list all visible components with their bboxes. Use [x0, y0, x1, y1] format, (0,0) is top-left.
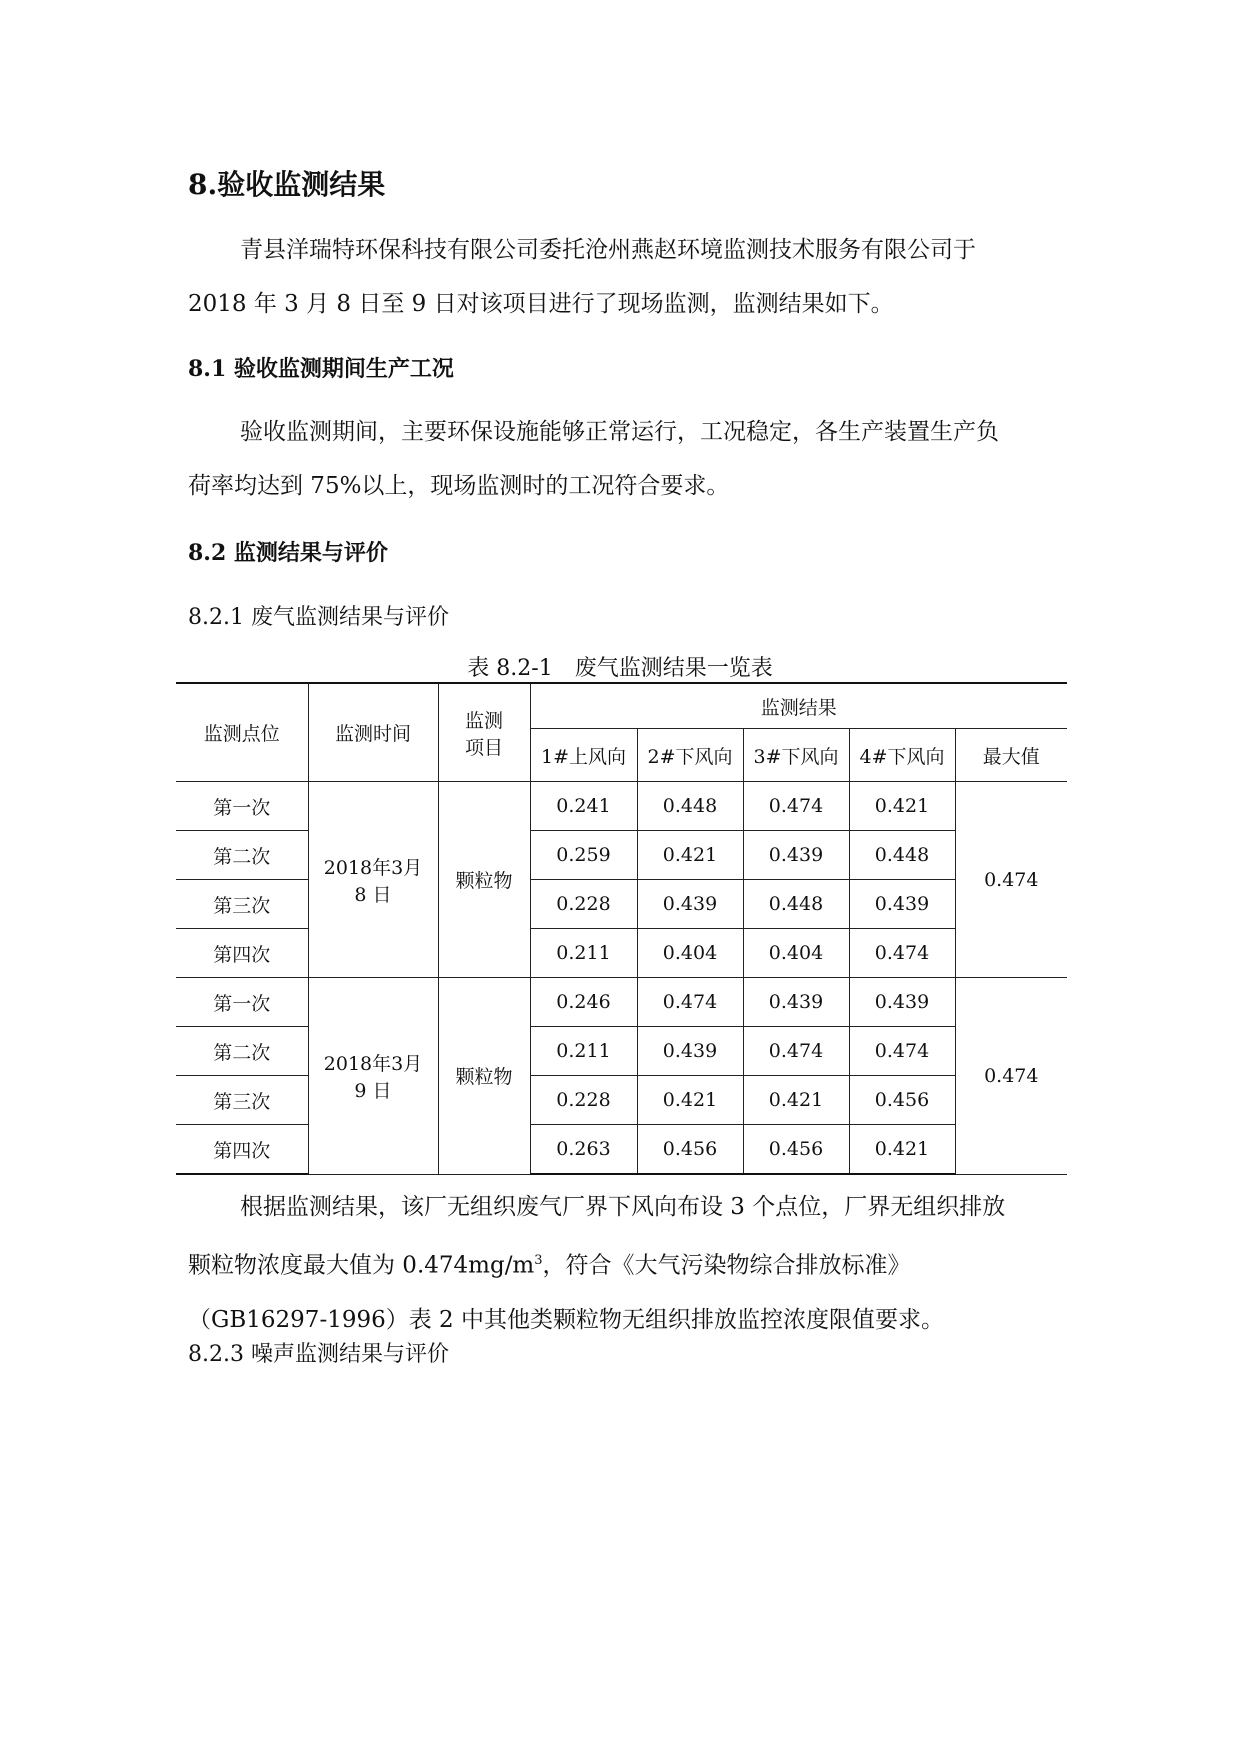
max-cell: 0.474	[955, 978, 1067, 1175]
value-cell: 0.439	[637, 880, 743, 929]
date-cell	[308, 782, 438, 978]
header-item	[438, 683, 530, 782]
value-cell: 0.404	[743, 929, 849, 978]
value-cell: 0.456	[849, 1076, 955, 1125]
item-cell: 颗粒物	[438, 782, 530, 978]
value-cell: 0.421	[849, 1125, 955, 1175]
value-cell: 0.421	[743, 1076, 849, 1125]
value-cell: 0.448	[743, 880, 849, 929]
section-title: 8.验收监测结果	[188, 168, 386, 201]
row-label: 第四次	[176, 929, 308, 978]
production-paragraph	[188, 405, 1056, 513]
conclusion-line-1: 根据监测结果，该厂无组织废气厂界下风向布设 3 个点位，厂界无组织排放	[240, 1194, 1006, 1220]
date-line-2: 8 日	[354, 883, 392, 906]
conclusion-line-2a: 颗粒物浓度最大值为 0.474mg/m	[188, 1252, 535, 1279]
row-label: 第三次	[176, 880, 308, 929]
value-cell: 0.211	[530, 1027, 637, 1076]
unit-superscript: 3	[534, 1253, 543, 1268]
value-cell: 0.439	[849, 880, 955, 929]
max-cell: 0.474	[955, 782, 1067, 978]
header-item-line-1: 监测	[464, 709, 503, 732]
header-col-4: 4#下风向	[849, 729, 955, 782]
value-cell: 0.421	[637, 831, 743, 880]
header-col-max: 最大值	[955, 729, 1067, 782]
header-time: 监测时间	[308, 683, 438, 782]
value-cell: 0.474	[849, 929, 955, 978]
header-item-line-2: 项目	[464, 736, 503, 759]
value-cell: 0.241	[530, 782, 637, 831]
section-8-2-title: 8.2 监测结果与评价	[188, 540, 388, 566]
header-col-2: 2#下风向	[637, 729, 743, 782]
header-results: 监测结果	[530, 683, 1067, 729]
value-cell: 0.439	[743, 978, 849, 1027]
intro-line-1: 青县洋瑞特环保科技有限公司委托沧州燕赵环境监测技术服务有限公司于	[240, 237, 976, 263]
row-label: 第二次	[176, 1027, 308, 1076]
value-cell: 0.421	[637, 1076, 743, 1125]
row-label: 第四次	[176, 1125, 308, 1175]
production-line-2: 荷率均达到 75%以上，现场监测时的工况符合要求。	[188, 473, 730, 499]
value-cell: 0.474	[743, 1027, 849, 1076]
date-line-1: 2018年3月	[323, 1052, 423, 1075]
conclusion-line-2b: ，符合《大气污染物综合排放标准》	[542, 1252, 911, 1279]
value-cell: 0.456	[637, 1125, 743, 1175]
intro-line-2: 2018 年 3 月 8 日至 9 日对该项目进行了现场监测，监测结果如下。	[188, 291, 894, 317]
conclusion-line-2	[136, 1234, 911, 1293]
value-cell: 0.259	[530, 831, 637, 880]
section-8-2-1-title: 8.2.1 废气监测结果与评价	[188, 605, 449, 630]
value-cell: 0.439	[743, 831, 849, 880]
date-cell	[308, 978, 438, 1175]
value-cell: 0.228	[530, 880, 637, 929]
row-label: 第一次	[176, 978, 308, 1027]
row-label: 第二次	[176, 831, 308, 880]
value-cell: 0.474	[637, 978, 743, 1027]
date-line-2: 9 日	[354, 1079, 392, 1102]
value-cell: 0.448	[849, 831, 955, 880]
section-8-2-3-title: 8.2.3 噪声监测结果与评价	[188, 1342, 449, 1367]
intro-paragraph	[188, 223, 1056, 331]
conclusion-paragraph	[188, 1180, 1056, 1347]
value-cell: 0.439	[849, 978, 955, 1027]
header-point: 监测点位	[176, 683, 308, 782]
value-cell: 0.474	[743, 782, 849, 831]
value-cell: 0.474	[849, 1027, 955, 1076]
row-label: 第一次	[176, 782, 308, 831]
table-caption: 表 8.2-1 废气监测结果一览表	[467, 656, 773, 681]
conclusion-line-3: （GB16297-1996）表 2 中其他类颗粒物无组织排放监控浓度限值要求。	[188, 1306, 945, 1333]
value-cell: 0.404	[637, 929, 743, 978]
value-cell: 0.439	[637, 1027, 743, 1076]
header-col-3: 3#下风向	[743, 729, 849, 782]
value-cell: 0.228	[530, 1076, 637, 1125]
item-cell: 颗粒物	[438, 978, 530, 1175]
production-line-1: 验收监测期间，主要环保设施能够正常运行，工况稳定，各生产装置生产负	[240, 419, 999, 445]
value-cell: 0.448	[637, 782, 743, 831]
section-8-1-title: 8.1 验收监测期间生产工况	[188, 356, 454, 382]
value-cell: 0.421	[849, 782, 955, 831]
value-cell: 0.456	[743, 1125, 849, 1175]
date-line-1: 2018年3月	[323, 856, 423, 879]
value-cell: 0.263	[530, 1125, 637, 1175]
value-cell: 0.246	[530, 978, 637, 1027]
value-cell: 0.211	[530, 929, 637, 978]
header-col-1: 1#上风向	[530, 729, 637, 782]
waste-gas-results-table	[176, 682, 1067, 1175]
row-label: 第三次	[176, 1076, 308, 1125]
